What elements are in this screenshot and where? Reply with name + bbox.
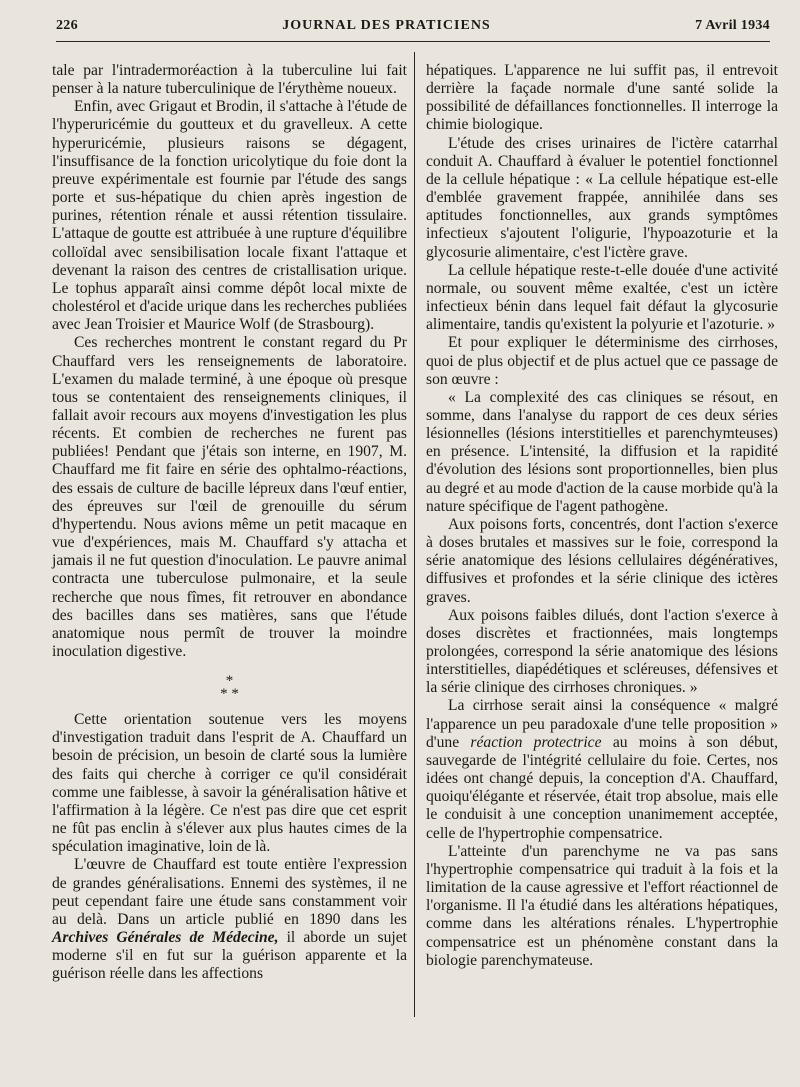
paragraph: La cellule hépatique reste-t-elle douée d'une activité normale, ou souvent même exaltée, c'est un ictère infectieux bénin dans lequel fait défaut la glycosurie alimentaire, tandis qu'existent la polyurie et l'azoturie. »	[426, 261, 778, 334]
paragraph-text: au moins à son début, sauvegarde de l'intégrité cellulaire du foie. Certes, nos idées ont changé depuis, la conception d'A. Chauffard, quoiqu'élégante et réservée, était trop absolue, mais elle le conduisit à une conception unanimement acceptée, celle de l'hypertrophie compensatrice.	[426, 733, 778, 842]
separator-star-bottom: * *	[220, 686, 239, 703]
section-separator	[52, 675, 407, 701]
right-column	[426, 62, 778, 970]
separator-star-top: *	[225, 673, 234, 690]
paragraph	[426, 697, 778, 842]
header-rule	[56, 41, 770, 42]
column-divider	[414, 52, 415, 1017]
journal-citation: Archives Générales de Médecine,	[52, 929, 279, 947]
paragraph: Ces recherches montrent le constant regard du Pr Chauffard vers les renseignements de laboratoire. L'examen du malade terminé, à une époque où presque tous se contentaient des renseignements cliniques, il fallait avoir recours aux moyens d'investigation les plus récents. Et combien de recherches ne furent pas publiées! Pendant que j'étais son interne, en 1907, M. Chauffard me fit faire en série des ophtalmo-réactions, des essais de culture de bacille lépreux dans l'œuf entier, des épreuves sur l'œil de grenouille du sérum d'hypertendu. Nous avions même un petit macaque en vue d'expériences, mais M. Chauffard s'y attacha et jamais il ne fut question d'inoculation. Le pauvre animal contracta une tuberculose pulmonaire, et la seule recherche que nous fîmes, fit retrouver en abondance des bacilles dans ses matières, sans que l'étude anatomique nous permît de trouver la moindre inoculation digestive.	[52, 334, 407, 660]
paragraph: Cette orientation soutenue vers les moyens d'investigation traduit dans l'esprit de A. Chauffard un besoin de précision, un besoin de clarté sous la lumière des faits qui cherche à corriger ce qu'il considérait comme une faiblesse, à savoir la généralisation hâtive et l'affirmation à la légère. Ce n'est pas dire que cet esprit ne fût pas enclin à s'élever aux plus hautes cimes de la spéculation imaginative, loin de là.	[52, 711, 407, 856]
emphasis-text: réaction protectrice	[470, 733, 602, 751]
issue-date: 7 Avril 1934	[695, 18, 770, 33]
paragraph: hépatiques. L'apparence ne lui suffit pas, il entrevoit derrière la façade normale d'une santé solide la possibilité de défaillances fonctionnelles. Il interroge la chimie biologique.	[426, 62, 778, 134]
paragraph-text: il aborde un sujet moderne s'il en fut sur la guérison apparente et la guérison réelle dans les affections	[52, 929, 408, 983]
quote-paragraph: « La complexité des cas cliniques se résout, en somme, dans l'analyse du rapport de ces deux séries lésionnelles (lésions interstitielles et parenchymteuses) en présence. L'intensité, la diffusion et la rapidité d'évolution des lésions sont proportionnelles, bien plus au degré et au mode d'action de la cause morbide qu'à la nature spécifique de l'agent pathogène.	[426, 388, 778, 515]
page-header	[56, 18, 770, 40]
paragraph: L'atteinte d'un parenchyme ne va pas sans l'hypertrophie compensatrice qui traduit à la fois et la limitation de la cause agressive et l'effort réactionnel de l'organisme. Il l'a étudié dans les altérations hépatiques, comme dans les altérations rénales. L'hypertrophie compensatrice est un phénomène constant dans la biologie parenchymateuse.	[426, 842, 778, 969]
page-number: 226	[56, 18, 78, 33]
quote-paragraph: Aux poisons forts, concentrés, dont l'action s'exerce à doses brutales et massives sur le foie, correspond la série anatomique des lésions cellulaires dégénératives, diffusives et profondes et la série clinique des ictères graves.	[426, 515, 778, 606]
journal-title: JOURNAL DES PRATICIENS	[282, 18, 491, 33]
paragraph: tale par l'intradermoréaction à la tuberculine lui fait penser à la nature tuberculinique de l'érythème noueux.	[52, 62, 407, 98]
paragraph	[52, 856, 407, 983]
left-column	[52, 62, 407, 984]
paragraph: L'étude des crises urinaires de l'ictère catarrhal conduit A. Chauffard à évaluer le potentiel fonctionnel de la cellule hépatique : « La cellule hépatique est-elle d'emblée gravement frappée, annihilée dans ses aptitudes fonctionnelles, aux grands symptômes infectieux s'ajoutent l'oligurie, l'hypoazoturie et la glycosurie alimentaire, c'est l'ictère grave.	[426, 134, 778, 261]
quote-paragraph: Aux poisons faibles dilués, dont l'action s'exerce à doses discrètes et fractionnées, mais longtemps prolongées, correspond la série anatomique des lésions interstitielles, diapédétiques et scléreuses, défensives et la série clinique des cirrhoses chroniques. »	[426, 606, 778, 697]
paragraph: Enfin, avec Grigaut et Brodin, il s'attache à l'étude de l'hyperuricémie du goutteux et du gravelleux. A cette hyperuricémie, plusieurs raisons se dégagent, l'insuffisance de la fonction uricolytique du foie dont la preuve expérimentale est fournie par l'étude des sangs porte et sus-hépatique du chien après ingestion de purines, rétention rénale et aussi rétention tissulaire. L'attaque de goutte est attribuée à une rupture d'équilibre colloïdal avec sensibilisation locale fixant l'attaque et devenant la raison des centres de cristallisation urique. Le tophus apparaît ainsi comme dépôt local mixte de cholestérol et d'acide urique dans les recherches publiées avec Jean Troisier et Maurice Wolf (de Strasbourg).	[52, 98, 407, 334]
paragraph-text: La cirrhose serait ainsi la conséquence « malgré l'apparence un peu paradoxale d'une telle proposition » d'une	[426, 697, 778, 751]
paragraph-text: L'œuvre de Chauffard est toute entière l'expression de grandes généralisations. Ennemi des systèmes, il ne peut cependant faire une étude sans constamment voir au delà. Dans un article publié en 1890 dans les	[52, 856, 407, 928]
paragraph: Et pour expliquer le déterminisme des cirrhoses, quoi de plus objectif et de plus actuel que ce passage de son œuvre :	[426, 334, 778, 388]
